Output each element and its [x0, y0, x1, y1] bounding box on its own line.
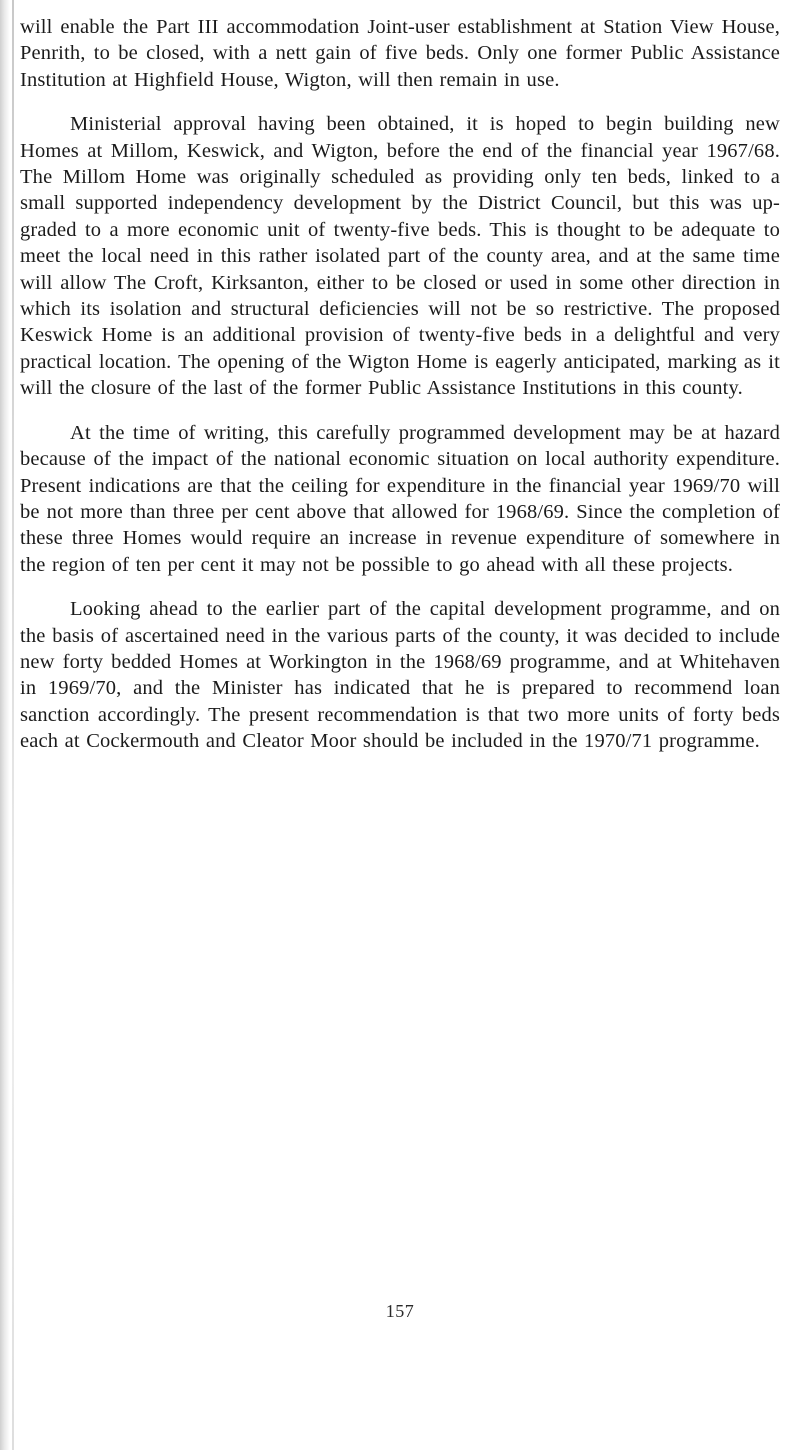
paragraph-1: will enable the Part III accommodation Joint-user establishment at Station View House, Penrith, to be closed, with a nett gain of five beds. Only one former Public Assistance Institution at Highfield House, Wigton, will then remain in use.: [20, 16, 780, 91]
body-text: [20, 14, 780, 755]
page-number: 157: [385, 1301, 415, 1321]
paragraph-3: At the time of writing, this carefully programmed development may be at hazard because of the impact of the national economic situation on local authority expenditure. Present indications are that the ceiling for expenditure in the financial year 1969/70 will be not more than three per cent above that allowed for 1968/69. Since the completion of these three Homes would require an increase in revenue expenditure of somewhere in the region of ten per cent it may not be possible to go ahead with all these projects.: [20, 421, 780, 576]
paragraph-2: Ministerial approval having been obtained, it is hoped to begin building new Homes at Millom, Keswick, and Wigton, before the end of the financial year 1967/68. The Millom Home was originally scheduled as providing only ten beds, linked to a small supported independency development by the District Council, but this was up-graded to a more economic unit of twenty-five beds. This is thought to be adequate to meet the local need in this rather isolated part of the county area, and at the same time will allow The Croft, Kirksanton, either to be closed or used in some other direction in which its isolation and structural deficiencies will not be so restrictive. The proposed Keswick Home is an additional provision of twenty-five beds in a delightful and very practical location. The opening of the Wigton Home is eagerly anticipated, marking as it will the closure of the last of the former Public Assistance Institutions in this county.: [20, 113, 780, 400]
paragraph-4: Looking ahead to the earlier part of the capital development programme, and on the basis of ascertained need in the various parts of the county, it was decided to include new forty bedded Homes at Workington in the 1968/69 programme, and at Whitehaven in 1969/70, and the Minister has indicated that he is prepared to recommend loan sanction accordingly. The present recommendation is that two more units of forty beds each at Cockermouth and Cleator Moor should be included in the 1970/71 programme.: [20, 598, 780, 753]
binding-shadow: [0, 0, 10, 1450]
binding-line: [12, 0, 14, 1450]
